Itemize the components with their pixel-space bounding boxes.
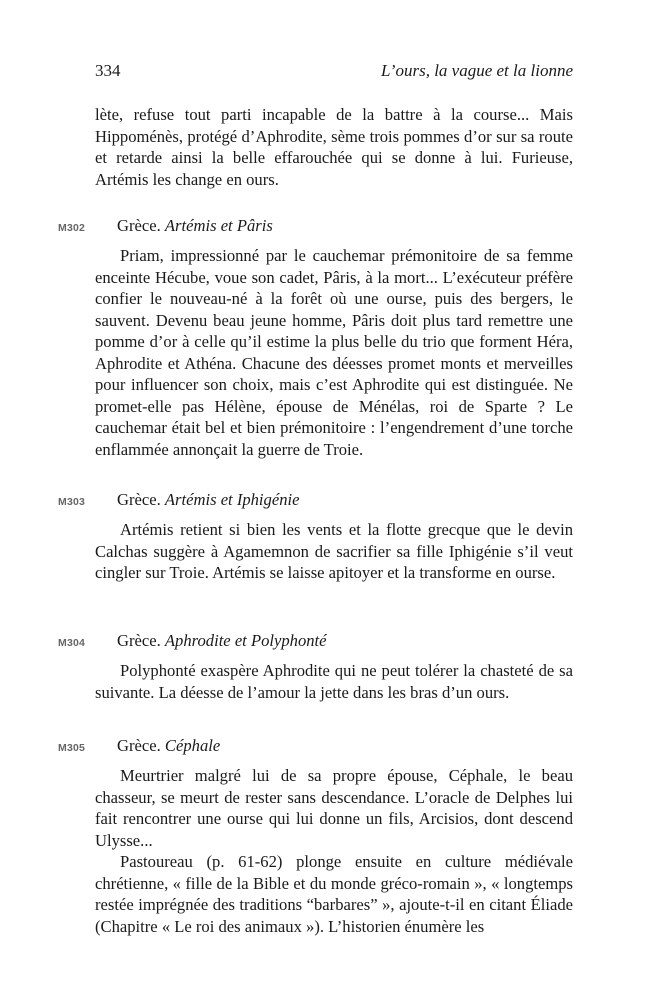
entry-code: M302 xyxy=(58,222,86,234)
entry-body xyxy=(95,765,573,937)
entry-title: Céphale xyxy=(164,736,221,755)
entry-paragraph: Pastoureau (p. 61-62) plonge ensuite en culture médiévale chrétienne, « fille de la Bible et du monde gréco-romain », « longtemps restée imprégnée des traditions “barbares” », ajoute-t-il en citant Éliade (Chapitre « Le roi des animaux »). L’historien énumère les xyxy=(95,852,573,936)
entry-body xyxy=(95,245,573,460)
entry-body xyxy=(95,660,573,703)
entry-paragraph: Priam, impressionné par le cauchemar prémonitoire de sa femme enceinte Hécube, voue son cadet, Pâris, à la mort... L’exécuteur préfère confier le nouveau-né à la forêt où une ourse, puis des bergers, le sauvent. Devenu beau jeune homme, Pâris doit plus tard remettre une pomme d’or à celle qu’il estime la plus belle du trio que forment Héra, Aphrodite et Athéna. Chacune des déesses promet monts et merveilles pour influencer son choix, mais c’est Aphrodite qui est distinguée. Ne promet-elle pas Hélène, épouse de Ménélas, roi de Sparte ? Le cauchemar était bel et bien prémonitoire : l’engendrement d’une torche enflammée annonçait la guerre de Troie. xyxy=(95,246,573,459)
intro-text: lète, refuse tout parti incapable de la battre à la course... Mais Hippoménès, protégé d’Aphrodite, sème trois pommes d’or sur sa route et retarde ainsi la belle effarouchée qui se donne à lui. Furieuse, Artémis les change en ours. xyxy=(95,105,573,189)
entry-paragraph: Meurtrier malgré lui de sa propre épouse, Céphale, le beau chasseur, se meurt de rester sans descendance. L’oracle de Delphes lui fait rencontrer une ourse qui lui donne un fils, Arcisios, dont descend Ulysse... xyxy=(95,766,573,850)
entry-title: Aphrodite et Polyphonté xyxy=(164,631,327,650)
entry-heading xyxy=(117,216,273,236)
entry-region: Grèce. xyxy=(117,216,161,235)
entry-body xyxy=(95,519,573,584)
entry-code: M303 xyxy=(58,496,86,508)
entry-paragraph: Polyphonté exaspère Aphrodite qui ne peut tolérer la chasteté de sa suivante. La déesse de l’amour la jette dans les bras d’un ours. xyxy=(95,661,573,702)
running-title: L’ours, la vague et la lionne xyxy=(380,61,573,80)
entry-heading xyxy=(117,736,220,756)
entry-heading xyxy=(117,490,299,510)
entry-region: Grèce. xyxy=(117,490,161,509)
page-number: 334 xyxy=(95,61,121,80)
entry-region: Grèce. xyxy=(117,631,161,650)
entry-code: M304 xyxy=(58,637,86,649)
entry-region: Grèce. xyxy=(117,736,161,755)
entry-title: Artémis et Pâris xyxy=(164,216,273,235)
entry-heading xyxy=(117,631,327,651)
entry-code: M305 xyxy=(58,742,86,754)
entry-title: Artémis et Iphigénie xyxy=(164,490,300,509)
entry-paragraph: Artémis retient si bien les vents et la flotte grecque que le devin Calchas suggère à Agamemnon de sacrifier sa fille Iphigénie s’il veut cingler sur Troie. Artémis se laisse apitoyer et la transforme en ourse. xyxy=(95,520,573,582)
intro-paragraph xyxy=(95,104,573,190)
